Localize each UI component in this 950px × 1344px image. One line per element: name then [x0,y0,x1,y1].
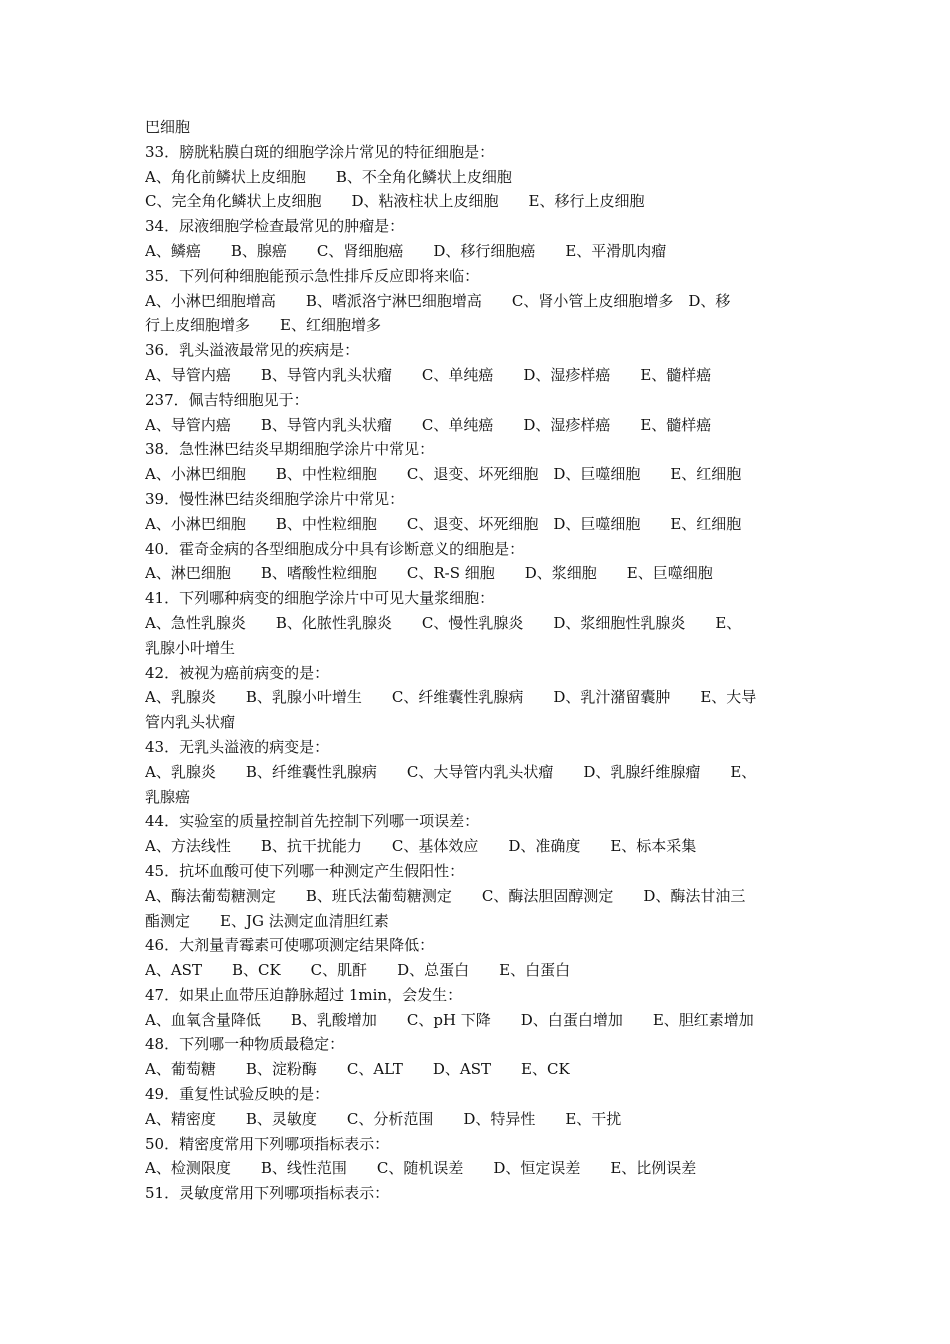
text-line: 39．慢性淋巴结炎细胞学涂片中常见： [145,489,405,508]
text-line: 46．大剂量青霉素可使哪项测定结果降低： [145,936,435,955]
text-line: 巴细胞 [145,118,191,136]
text-line: 45．抗坏血酸可使下列哪一种测定产生假阳性： [145,861,465,880]
text-line: 35．下列何种细胞能预示急性排斥反应即将来临： [145,266,480,285]
text-line: A、AST B、CK C、肌酐 D、总蛋白 E、白蛋白 [145,961,571,980]
document-body [145,115,813,1206]
text-line: A、精密度 B、灵敏度 C、分析范围 D、特异性 E、干扰 [145,1109,622,1128]
text-line: 41．下列哪种病变的细胞学涂片中可见大量浆细胞： [145,589,495,608]
text-line: A、检测限度 B、线性范围 C、随机误差 D、恒定误差 E、比例误差 [145,1159,697,1178]
text-line: 47．如果止血带压迫静脉超过 1min，会发生： [145,985,463,1004]
text-line: A、导管内癌 B、导管内乳头状瘤 C、单纯癌 D、湿疹样癌 E、髓样癌 [145,415,712,434]
text-line: A、急性乳腺炎 B、化脓性乳腺炎 C、慢性乳腺炎 D、浆细胞性乳腺炎 E、 [145,613,742,632]
text-line: 行上皮细胞增多 E、红细胞增多 [145,316,381,335]
text-line: 酯测定 E、JG 法测定血清胆红素 [145,911,389,930]
text-line: A、小淋巴细胞 B、中性粒细胞 C、退变、坏死细胞 D、巨噬细胞 E、红细胞 [145,465,742,484]
text-line: A、乳腺炎 B、乳腺小叶增生 C、纤维囊性乳腺病 D、乳汁潴留囊肿 E、大导 [145,688,757,707]
text-line: 38．急性淋巴结炎早期细胞学涂片中常见： [145,440,435,459]
text-line: 42．被视为癌前病变的是： [145,663,330,682]
text-line: A、导管内癌 B、导管内乳头状瘤 C、单纯癌 D、湿疹样癌 E、髓样癌 [145,365,712,384]
text-line: A、血氧含量降低 B、乳酸增加 C、pH 下降 D、白蛋白增加 E、胆红素增加 [145,1010,754,1029]
text-line: C、完全角化鳞状上皮细胞 D、粘液柱状上皮细胞 E、移行上皮细胞 [145,192,645,211]
text-line: 49．重复性试验反映的是： [145,1085,330,1104]
text-line: A、乳腺炎 B、纤维囊性乳腺病 C、大导管内乳头状瘤 D、乳腺纤维腺瘤 E、 [145,762,757,781]
text-line: 50．精密度常用下列哪项指标表示： [145,1134,390,1153]
text-line: 48．下列哪一种物质最稳定： [145,1035,345,1054]
text-line: A、淋巴细胞 B、嗜酸性粒细胞 C、R-S 细胞 D、浆细胞 E、巨噬细胞 [145,564,713,583]
text-line: 乳腺小叶增生 [145,638,236,657]
text-line: 33．膀胱粘膜白斑的细胞学涂片常见的特征细胞是： [145,142,495,161]
text-line: 36．乳头溢液最常见的疾病是： [145,341,360,360]
text-line: 管内乳头状瘤 [145,713,236,732]
text-line: A、角化前鳞状上皮细胞 B、不全角化鳞状上皮细胞 [145,167,512,186]
text-line: 40．霍奇金病的各型细胞成分中具有诊断意义的细胞是： [145,539,525,558]
text-line: A、鳞癌 B、腺癌 C、肾细胞癌 D、移行细胞癌 E、平滑肌肉瘤 [145,241,667,260]
text-line: 51．灵敏度常用下列哪项指标表示： [145,1184,390,1203]
text-line: A、葡萄糖 B、淀粉酶 C、ALT D、AST E、CK [145,1060,570,1079]
text-line: 乳腺癌 [145,787,191,806]
text-line: 44．实验室的质量控制首先控制下列哪一项误差： [145,812,480,831]
text-line: A、小淋巴细胞 B、中性粒细胞 C、退变、坏死细胞 D、巨噬细胞 E、红细胞 [145,514,742,533]
text-line: 43．无乳头溢液的病变是： [145,737,330,756]
text-line: A、方法线性 B、抗干扰能力 C、基体效应 D、准确度 E、标本采集 [145,837,697,856]
text-line: A、小淋巴细胞增高 B、嗜派洛宁淋巴细胞增高 C、肾小管上皮细胞增多 D、移 [145,291,731,310]
text-line: A、酶法葡萄糖测定 B、班氏法葡萄糖测定 C、酶法胆固醇测定 D、酶法甘油三 [145,886,746,905]
text-line: 237．佩吉特细胞见于： [145,390,309,409]
text-line: 34．尿液细胞学检查最常见的肿瘤是： [145,217,405,236]
